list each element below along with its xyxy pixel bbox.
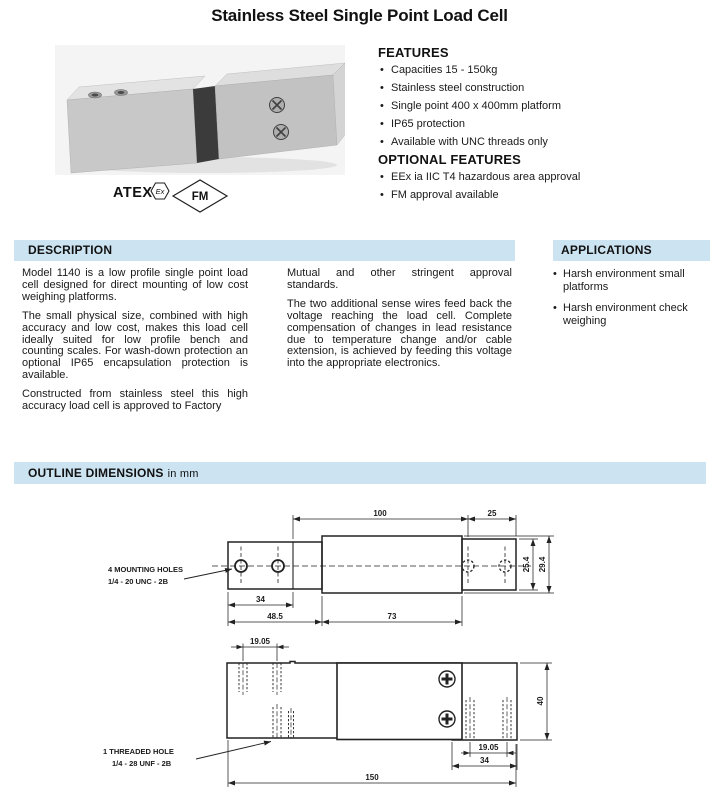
side-view xyxy=(184,515,554,626)
description-column-1 xyxy=(22,268,248,420)
mounting-holes-thread-label: 1/4 - 20 UNC - 2B xyxy=(108,577,169,586)
features-list xyxy=(378,61,678,151)
dim-48-5: 48.5 xyxy=(267,612,283,621)
description-paragraph: Constructed from stainless steel this high accuracy load cell is approved to Factory xyxy=(22,388,248,413)
load-cell-right-front-face xyxy=(215,75,337,159)
dim-34: 34 xyxy=(256,595,265,604)
plan-view xyxy=(196,644,552,788)
outline-dimensions-heading: OUTLINE DIMENSIONS xyxy=(28,466,164,480)
feature-item: • Stainless steel construction xyxy=(378,79,678,97)
dim-25-4: 25.4 xyxy=(522,556,531,573)
dim-40: 40 xyxy=(536,696,545,706)
dim-25: 25 xyxy=(487,509,497,518)
threaded-hole-label: 1 THREADED HOLE xyxy=(103,747,174,756)
load-cell-left-front-face xyxy=(67,89,197,173)
description-paragraph: Mutual and other stringent approval standards. xyxy=(287,267,512,291)
dim-73: 73 xyxy=(387,612,397,621)
feature-item: • IP65 protection xyxy=(378,115,678,133)
dim-100: 100 xyxy=(373,509,387,518)
dim-19-05-bottom: 19.05 xyxy=(478,743,499,752)
applications-section-header xyxy=(553,240,710,261)
feature-item: • Capacities 15 - 150kg xyxy=(378,61,678,79)
dim-150: 150 xyxy=(365,773,379,782)
outline-dimensions-section-header xyxy=(14,462,706,484)
outline-dimensions-drawing xyxy=(0,495,719,795)
description-heading: DESCRIPTION xyxy=(28,243,113,257)
description-paragraph: The two additional sense wires feed back the voltage reaching the load cell. Complete compensation of changes in lead resistance due to temperature change and/or cable extension, is achieved by feeding this voltage into the appropriate electronics. xyxy=(287,297,512,370)
threaded-hole-thread-label: 1/4 - 28 UNF - 2B xyxy=(112,759,172,768)
description-paragraph: The small physical size, combined with high accuracy and low cost, makes this load cell ideally suited for low profile bench and counting scales. For wash-down protection an optional IP65 encapsulation protection is available. xyxy=(22,309,248,382)
feature-item: • Available with UNC threads only xyxy=(378,133,678,151)
dim-19-05-top: 19.05 xyxy=(249,637,271,646)
fm-diamond-logo xyxy=(173,180,227,212)
load-cell-photo xyxy=(55,45,345,215)
optional-feature-item: • EEx ia IIC T4 hazardous area approval xyxy=(378,168,678,186)
optional-feature-item: • FM approval available xyxy=(378,186,678,204)
application-item: • Harsh environment check weighing xyxy=(553,302,705,327)
description-column-2 xyxy=(287,268,512,377)
optional-features-list xyxy=(378,168,678,204)
description-paragraph: Model 1140 is a low profile single point load cell designed for direct mounting of low cost weighing platforms. xyxy=(22,267,248,303)
applications-heading: APPLICATIONS xyxy=(561,243,652,257)
features-heading: FEATURES xyxy=(378,45,449,60)
applications-list xyxy=(553,268,705,336)
load-cell-seam xyxy=(193,86,219,163)
mounting-holes-label: 4 MOUNTING HOLES xyxy=(108,565,184,574)
optional-features-heading: OPTIONAL FEATURES xyxy=(378,152,522,167)
application-item: • Harsh environment small platforms xyxy=(553,268,705,293)
feature-item: • Single point 400 x 400mm platform xyxy=(378,97,678,115)
atex-ex-mark-icon xyxy=(151,183,169,199)
dim-29-4: 29.4 xyxy=(538,556,547,573)
dim-34-bottom: 34 xyxy=(480,756,489,765)
outline-unit-note: in mm xyxy=(167,468,199,480)
svg-text:FM: FM xyxy=(191,191,209,203)
description-section-header xyxy=(14,240,515,261)
atex-logo: ATEX xyxy=(113,185,153,201)
svg-text:Ex: Ex xyxy=(155,187,165,196)
page-title: Stainless Steel Single Point Load Cell xyxy=(211,6,508,25)
